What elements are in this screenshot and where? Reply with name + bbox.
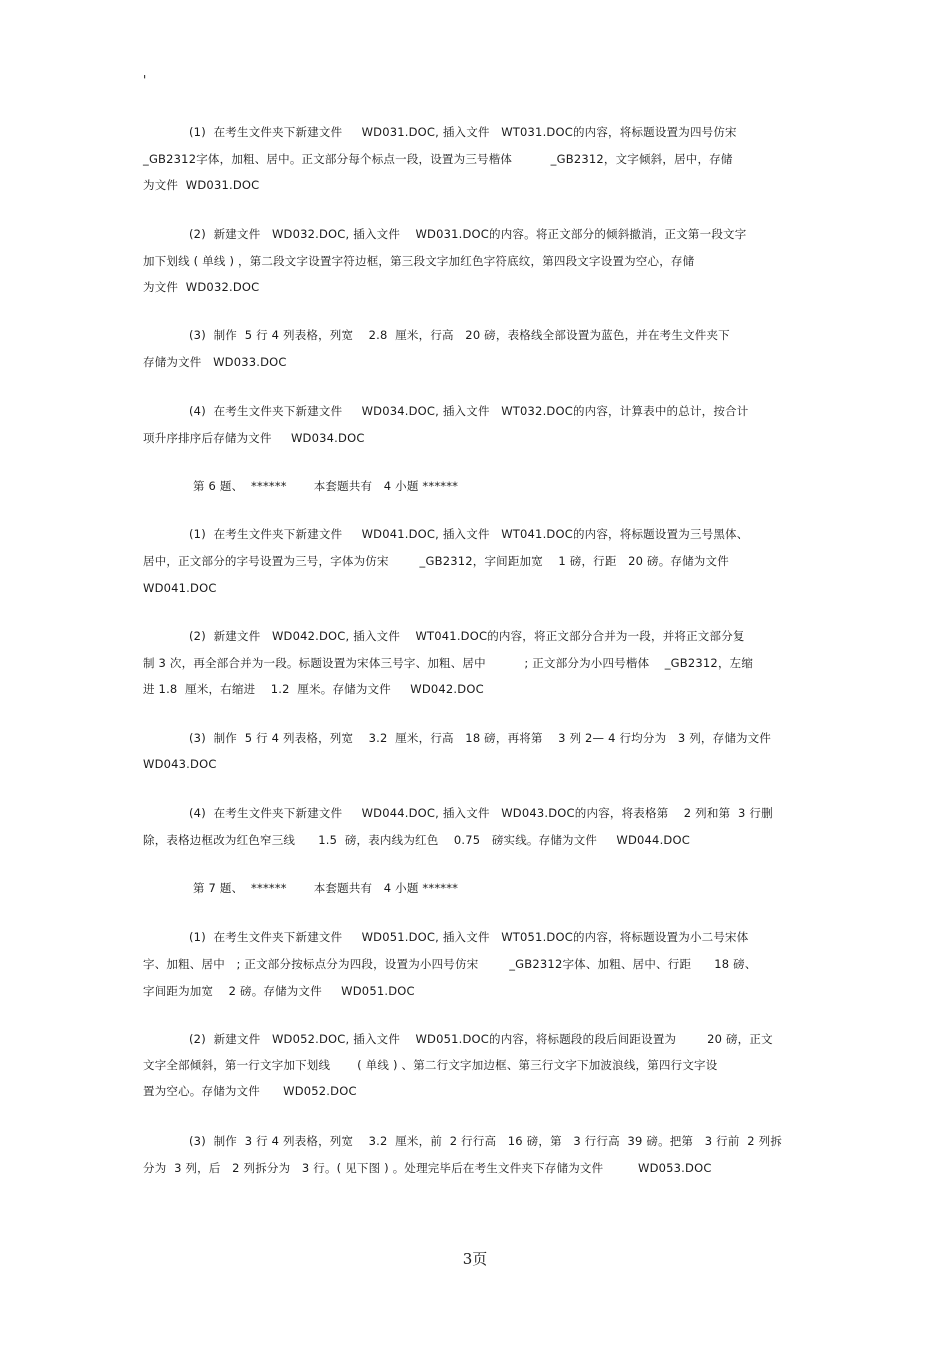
paragraph-line: (4) 在考生文件夹下新建文件 WD034.DOC, 插入文件 WT032.DOC的内容，计算表中的总计，按合计 [189, 404, 749, 418]
paragraph-line: _GB2312字体，加粗、居中。正文部分每个标点一段，设置为三号楷体 _GB2312，文字倾斜，居中，存储 [143, 152, 733, 166]
paragraph-line: WD043.DOC [143, 757, 217, 771]
paragraph-line: 文字全部倾斜，第一行文字加下划线 ( 单线 ) 、第二行文字加边框、第三行文字下加波浪线，第四行文字设 [143, 1058, 718, 1072]
page-number: 3页 [462, 1250, 488, 1268]
paragraph-line: 加下划线 ( 单线 ) ，第二段文字设置字符边框，第三段文字加红色字符底纹，第四段文字设置为空心，存储 [143, 254, 695, 268]
paragraph-line: 项升序排序后存储为文件 WD034.DOC [143, 431, 365, 445]
paragraph-line: 为文件 WD031.DOC [143, 178, 260, 192]
paragraph-line: 字间距为加宽 2 磅。存储为文件 WD051.DOC [143, 984, 415, 998]
paragraph-line: 居中，正文部分的字号设置为三号，字体为仿宋 _GB2312，字间距加宽 1 磅，行距 20 磅。存储为文件 [143, 554, 729, 568]
paragraph-line: 进 1.8 厘米，右缩进 1.2 厘米。存储为文件 WD042.DOC [143, 682, 484, 696]
paragraph-line: (3) 制作 3 行 4 列表格，列宽 3.2 厘米，前 2 行行高 16 磅，第 3 行行高 39 磅。把第 3 行前 2 列拆 [189, 1134, 783, 1148]
paragraph-line: 存储为文件 WD033.DOC [143, 355, 287, 369]
paragraph-line: (2) 新建文件 WD042.DOC, 插入文件 WT041.DOC的内容，将正文部分合并为一段，并将正文部分复 [189, 629, 745, 643]
bullet-mark: ' [143, 73, 147, 87]
question-heading: 第 7 题、 ****** 本套题共有 4 小题 ****** [193, 881, 459, 895]
paragraph-line: (4) 在考生文件夹下新建文件 WD044.DOC, 插入文件 WD043.DOC的内容，将表格第 2 列和第 3 行删 [189, 806, 773, 820]
paragraph-line: 除，表格边框改为红色窄三线 1.5 磅，表内线为红色 0.75 磅实线。存储为文件 WD044.DOC [143, 833, 690, 847]
paragraph-line: 分为 3 列，后 2 列拆分为 3 行。( 见下图 ) 。处理完毕后在考生文件夹下存储为文件 WD053.DOC [143, 1161, 712, 1175]
question-heading: 第 6 题、 ****** 本套题共有 4 小题 ****** [193, 479, 459, 493]
paragraph-line: WD041.DOC [143, 581, 217, 595]
paragraph-line: (3) 制作 5 行 4 列表格，列宽 2.8 厘米，行高 20 磅，表格线全部设置为蓝色，并在考生文件夹下 [189, 328, 730, 342]
paragraph-line: (1) 在考生文件夹下新建文件 WD051.DOC, 插入文件 WT051.DOC的内容，将标题设置为小二号宋体 [189, 930, 749, 944]
paragraph-line: (2) 新建文件 WD052.DOC, 插入文件 WD051.DOC的内容，将标题段的段后间距设置为 20 磅，正文 [189, 1032, 773, 1046]
paragraph-line: 为文件 WD032.DOC [143, 280, 260, 294]
paragraph-line: (1) 在考生文件夹下新建文件 WD031.DOC, 插入文件 WT031.DOC的内容，将标题设置为四号仿宋 [189, 125, 737, 139]
paragraph-line: (3) 制作 5 行 4 列表格，列宽 3.2 厘米，行高 18 磅，再将第 3 列 2— 4 行均分为 3 列，存储为文件 [189, 731, 772, 745]
paragraph-line: 制 3 次，再全部合并为一段。标题设置为宋体三号字、加粗、居中 ; 正文部分为小四号楷体 _GB2312，左缩 [143, 656, 754, 670]
paragraph-line: (1) 在考生文件夹下新建文件 WD041.DOC, 插入文件 WT041.DOC的内容，将标题设置为三号黑体、 [189, 527, 749, 541]
paragraph-line: (2) 新建文件 WD032.DOC, 插入文件 WD031.DOC的内容。将正文部分的倾斜撤消，正文第一段文字 [189, 227, 747, 241]
paragraph-line: 字、加粗、居中 ; 正文部分按标点分为四段，设置为小四号仿宋 _GB2312字体、加粗、居中、行距 18 磅、 [143, 957, 757, 971]
paragraph-line: 置为空心。存储为文件 WD052.DOC [143, 1084, 357, 1098]
